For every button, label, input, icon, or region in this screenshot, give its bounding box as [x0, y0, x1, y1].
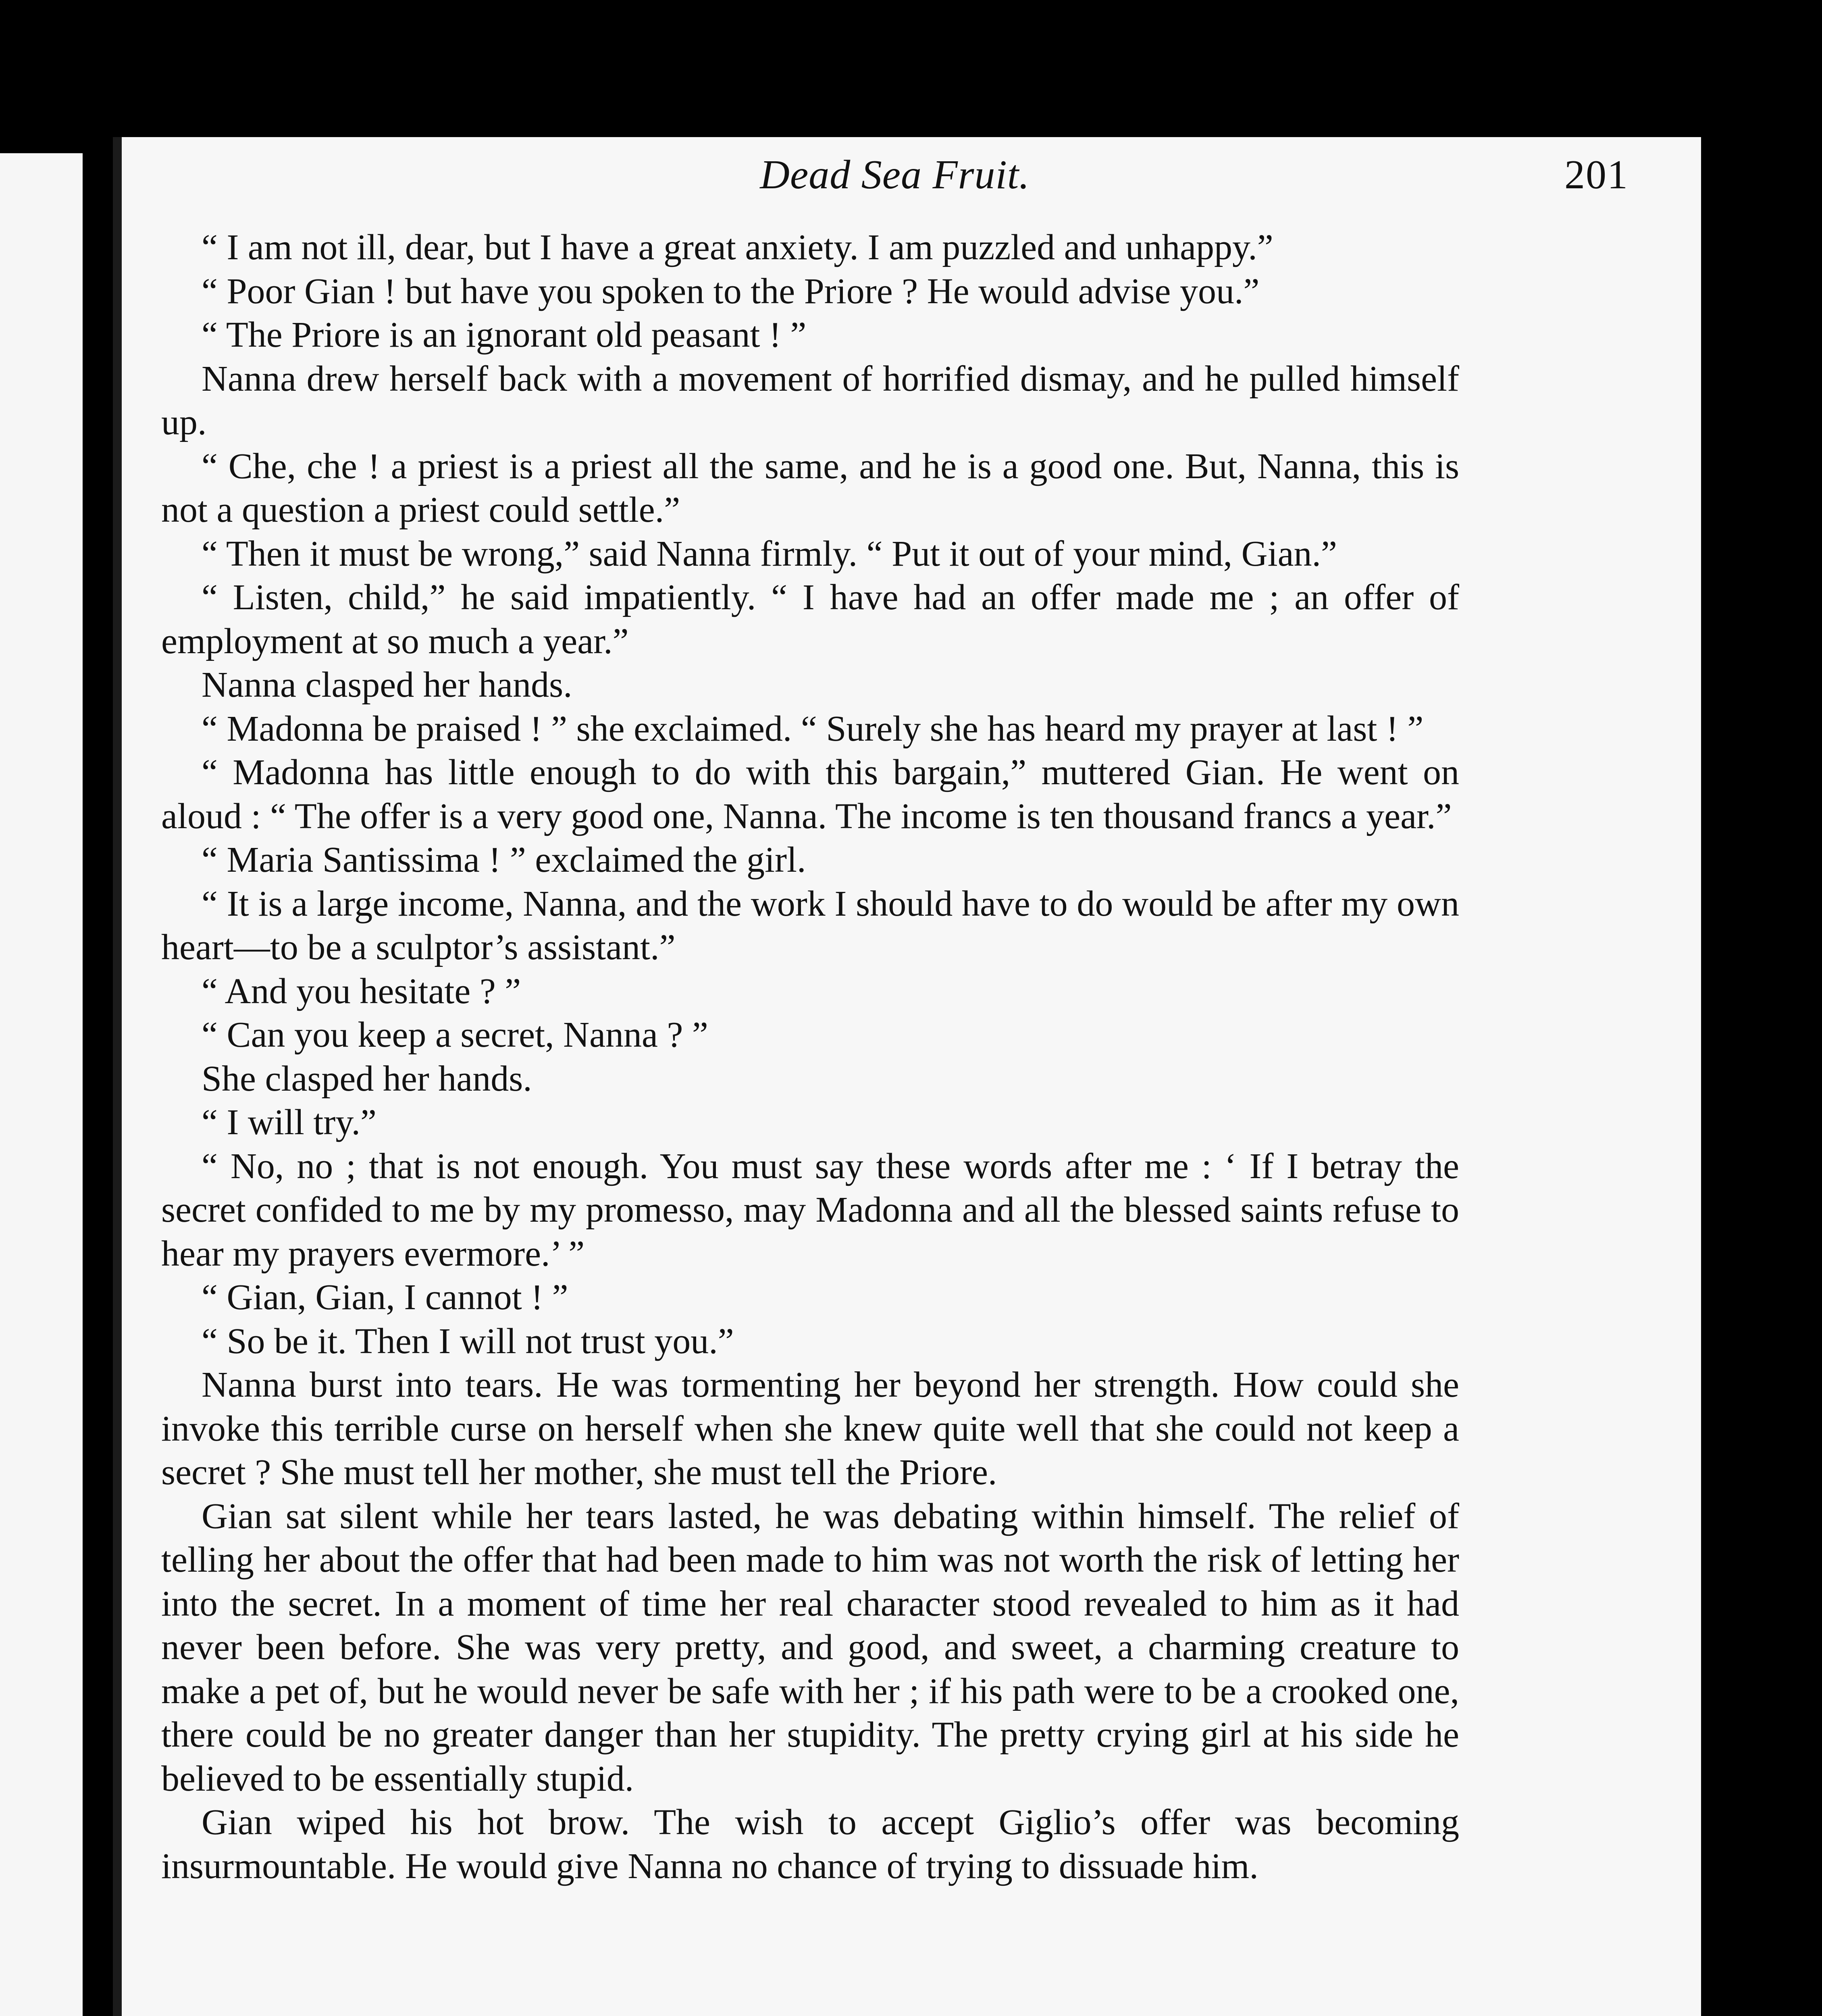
- paragraph: “ Gian, Gian, I cannot ! ”: [202, 1277, 568, 1317]
- paragraph: “ Listen, child,” he said impatiently. “ I have had an offer made me ; an offer of employment at so much a year.”: [161, 577, 1459, 661]
- paragraph: Nanna clasped her hands.: [202, 665, 572, 705]
- paragraph: Nanna drew herself back with a movement of horrified dismay, and he pulled himself up.: [161, 358, 1459, 442]
- paragraph: “ I will try.”: [202, 1102, 377, 1142]
- body-text: [161, 226, 1459, 1888]
- page-number: 201: [1564, 152, 1629, 198]
- paragraph: “ Can you keep a secret, Nanna ? ”: [202, 1015, 708, 1055]
- running-head-title: Dead Sea Fruit.: [760, 152, 1030, 198]
- paragraph: Gian sat silent while her tears lasted, he was debating within himself. The relief of telling her about the offer that had been made to him was not worth the risk of letting her into the secret. In a moment of time her real character stood revealed to him as it had never been before. She was very pretty, and good, and sweet, a charming creature to make a pet of, but he would never be safe with her ; if his path were to be a crooked one, there could be no greater danger than her stupidity. The pretty crying girl at his side he believed to be essentially stupid.: [161, 1496, 1459, 1799]
- paragraph: “ So be it. Then I will not trust you.”: [202, 1321, 734, 1361]
- running-head: [161, 151, 1629, 208]
- paragraph: “ I am not ill, dear, but I have a great anxiety. I am puzzled and unhappy.”: [202, 227, 1273, 267]
- paragraph: “ Then it must be wrong,” said Nanna firmly. “ Put it out of your mind, Gian.”: [202, 533, 1337, 574]
- paragraph: “ Maria Santissima ! ” exclaimed the girl.: [202, 840, 806, 880]
- paragraph: “ Che, che ! a priest is a priest all the same, and he is a good one. But, Nanna, this is not a question a priest could settle.”: [161, 446, 1459, 530]
- paragraph: “ Madonna be praised ! ” she exclaimed. “ Surely she has heard my prayer at last ! ”: [202, 708, 1424, 749]
- facing-page-edge: [0, 153, 83, 2016]
- paragraph: “ And you hesitate ? ”: [202, 971, 521, 1011]
- paragraph: “ No, no ; that is not enough. You must say these words after me : ‘ If I betray the secret confided to me by my promesso, may Madonna and all the blessed saints refuse to hear my prayers evermore.’ ”: [161, 1146, 1459, 1274]
- paragraph: Nanna burst into tears. He was tormenting her beyond her strength. How could she invoke this terrible curse on herself when she knew quite well that she could not keep a secret ? She must tell her mother, she must tell the Priore.: [161, 1365, 1459, 1492]
- paragraph: Gian wiped his hot brow. The wish to accept Giglio’s offer was becoming insurmountable. He would give Nanna no chance of trying to dissuade him.: [161, 1802, 1459, 1886]
- paragraph: “ The Priore is an ignorant old peasant ! ”: [202, 315, 807, 355]
- paragraph: “ Poor Gian ! but have you spoken to the Priore ? He would advise you.”: [202, 271, 1260, 311]
- paragraph: She clasped her hands.: [202, 1058, 532, 1099]
- paragraph: “ Madonna has little enough to do with this bargain,” muttered Gian. He went on aloud : “ The offer is a very good one, Nanna. The income is ten thousand francs a year.”: [161, 752, 1459, 836]
- paragraph: “ It is a large income, Nanna, and the work I should have to do would be after my own heart—to be a sculptor’s assistant.”: [161, 883, 1459, 967]
